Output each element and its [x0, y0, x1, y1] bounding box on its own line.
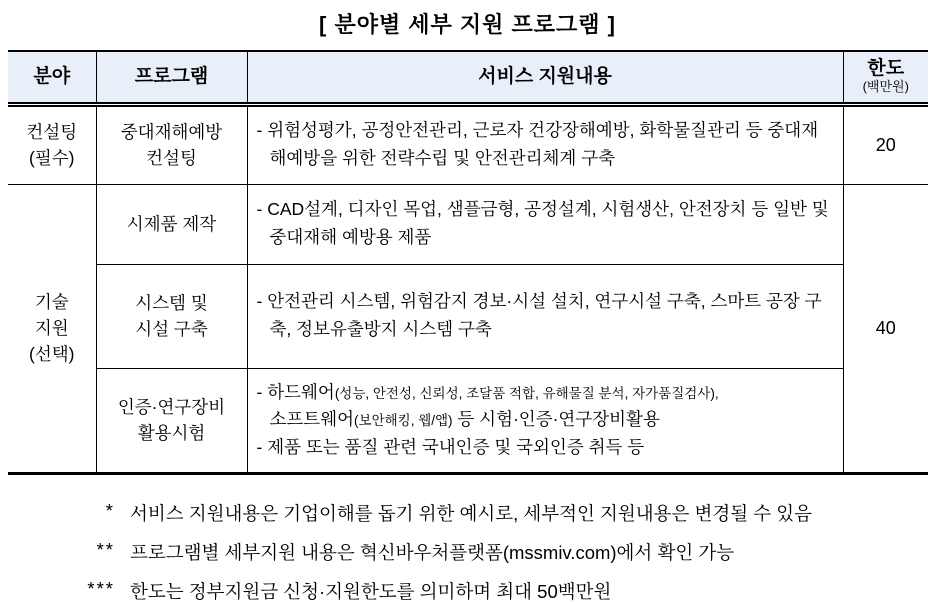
footnotes	[0, 500, 935, 604]
table-header-row	[8, 51, 928, 104]
cell-program-consulting	[96, 104, 247, 184]
cell-field-tech	[8, 184, 96, 473]
program-line: 시스템 및	[135, 292, 208, 313]
cell-program-cert	[96, 368, 247, 473]
program-line: 시설 구축	[135, 319, 208, 339]
content-segment: - 하드웨어	[256, 381, 335, 402]
footnote-marker: *	[105, 499, 115, 521]
footnote-1	[0, 500, 935, 526]
field-line: 컨설팅	[26, 121, 78, 142]
row-consulting	[8, 104, 928, 184]
content-bullet: - CAD설계, 디자인 목업, 샘플금형, 공정설계, 시험생산, 안전장치 등 일반 및 중대재해 예방용 제품	[256, 199, 829, 247]
header-program: 프로그램	[96, 51, 247, 104]
footnote-3	[0, 578, 935, 604]
content-segment-small: (보안해킹, 웹/앱)	[354, 413, 453, 429]
cell-field-consulting	[8, 104, 96, 184]
field-line: (필수)	[29, 148, 75, 168]
cell-content-consulting	[247, 104, 843, 184]
content-bullet	[257, 379, 835, 434]
page-title: [ 분야별 세부 지원 프로그램 ]	[319, 12, 616, 37]
row-prototype	[8, 184, 928, 264]
content-segment: 등 시험·인증·연구장비활용	[452, 409, 660, 430]
header-limit-unit: (백만원)	[862, 79, 909, 95]
row-cert	[8, 368, 928, 473]
program-line: 컨설팅	[146, 148, 197, 168]
field-line: 지원	[34, 317, 69, 338]
footnote-text: 한도는 정부지원금 신청·지원한도를 의미하며 최대 50백만원	[130, 580, 612, 602]
cell-program-prototype	[96, 184, 247, 264]
cell-limit-tech: 40	[843, 184, 928, 473]
cell-limit-consulting: 20	[843, 104, 928, 184]
field-line: (선택)	[29, 344, 75, 365]
cell-program-system	[96, 264, 247, 368]
cell-content-cert	[247, 368, 843, 473]
footnote-text: 프로그램별 세부지원 내용은 혁신바우처플랫폼(mssmiv.com)에서 확인 가능	[130, 541, 735, 563]
footnote-marker: **	[96, 538, 115, 560]
cell-content-system	[247, 264, 843, 368]
header-limit	[843, 51, 928, 104]
program-line: 활용시험	[137, 423, 206, 443]
footnote-2	[0, 539, 935, 565]
program-line: 중대재해예방	[120, 121, 223, 142]
header-field: 분야	[8, 51, 96, 104]
header-content: 서비스 지원내용	[247, 51, 843, 104]
content-bullet: - 안전관리 시스템, 위험감지 경보·시설 설치, 연구시설 구축, 스마트 공장 구축, 정보유출방지 시스템 구축	[256, 291, 822, 339]
cell-content-prototype	[247, 184, 843, 264]
program-line: 시제품 제작	[126, 213, 217, 234]
field-line: 기술	[34, 291, 69, 312]
row-system	[8, 264, 928, 368]
footnote-text: 서비스 지원내용은 기업이해를 돕기 위한 예시로, 세부적인 지원내용은 변경될 수 있음	[130, 502, 813, 524]
content-segment-small: (성능, 안전성, 신뢰성, 조달품 적합, 유해물질 분석, 자가품질검사),	[334, 385, 719, 401]
content-bullet: - 위험성평가, 공정안전관리, 근로자 건강장해예방, 화학물질관리 등 중대재해예방을 위한 전략수립 및 안전관리체계 구축	[256, 120, 819, 168]
support-program-table	[8, 50, 928, 475]
content-bullet: - 제품 또는 품질 관련 국내인증 및 국외인증 취득 등	[256, 436, 645, 457]
header-limit-label: 한도	[867, 58, 905, 80]
footnote-marker: ***	[87, 577, 115, 599]
program-line: 인증·연구장비	[117, 396, 226, 417]
content-segment: 소프트웨어	[269, 409, 355, 430]
